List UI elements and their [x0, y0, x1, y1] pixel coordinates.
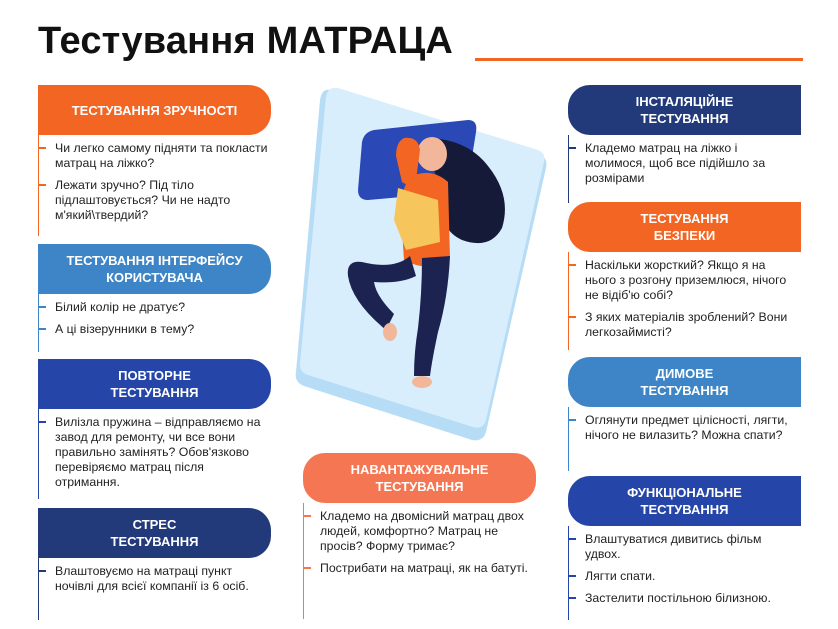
card-title: ДИМОВЕ ТЕСТУВАННЯ [640, 366, 729, 398]
card-body [568, 252, 799, 350]
card-body [38, 409, 269, 499]
card-security-testing [568, 202, 808, 350]
list-item: Влаштуватися дивитись фільм удвох. [569, 532, 799, 562]
bullet-icon [38, 570, 46, 572]
card-body [38, 135, 269, 236]
list-item: Лягти спати. [569, 569, 799, 584]
bullet-icon [568, 575, 576, 577]
card-body [303, 503, 536, 619]
bullet-icon [38, 306, 46, 308]
card-header [38, 244, 271, 294]
card-header [38, 359, 271, 409]
card-functional-testing [568, 476, 808, 620]
card-ui-testing [38, 244, 278, 352]
card-regression-testing [38, 359, 278, 499]
card-header [568, 476, 801, 526]
list-item: З яких матеріалів зроблений? Вони легкозаймисті? [569, 310, 799, 340]
card-body [568, 407, 799, 471]
bullet-icon [303, 515, 311, 517]
list-item: Кладемо матрац на ліжко і молимося, щоб все підійшло за розмірами [569, 141, 799, 186]
bullet-icon [38, 421, 46, 423]
list-item: Наскільки жорсткий? Якщо я на нього з розгону приземлюся, нічого не відіб'ю собі? [569, 258, 799, 303]
card-load-testing [303, 453, 541, 619]
bullet-icon [38, 147, 46, 149]
card-title: ТЕСТУВАННЯ ІНТЕРФЕЙСУ КОРИСТУВАЧА [66, 253, 243, 285]
list-item: Оглянути предмет цілісності, лягти, нічого не вилазить? Можна спати? [569, 413, 799, 443]
list-item: Лежати зручно? Під тіло підлаштовується? Чи не надто м'який\твердий? [39, 178, 269, 223]
card-title: НАВАНТАЖУВАЛЬНЕ ТЕСТУВАННЯ [350, 462, 489, 494]
card-smoke-testing [568, 357, 808, 471]
card-title: ФУНКЦІОНАЛЬНЕ ТЕСТУВАННЯ [627, 485, 742, 517]
card-header [568, 85, 801, 135]
card-installation-testing [568, 85, 808, 203]
foot [412, 376, 432, 388]
list-item: Вилізла пружина – відправляємо на завод для ремонту, чи все вони правильно замінять? Обов'язково перевіряємо матрац після отримання. [39, 415, 269, 490]
card-title: ПОВТОРНЕ ТЕСТУВАННЯ [110, 368, 199, 400]
card-stress-testing [38, 508, 278, 620]
face [417, 137, 447, 171]
card-header [568, 202, 801, 252]
bullet-icon [38, 184, 46, 186]
card-title: ІНСТАЛЯЦІЙНЕ ТЕСТУВАННЯ [635, 94, 734, 126]
foot-bent [383, 323, 397, 341]
bullet-icon [568, 264, 576, 266]
bullet-icon [303, 567, 311, 569]
card-body [568, 526, 799, 620]
list-item: А ці візерунники в тему? [39, 322, 269, 337]
bullet-icon [568, 538, 576, 540]
title-underline [475, 58, 803, 61]
card-header [568, 357, 801, 407]
list-item: Чи легко самому підняти та покласти матрац на ліжко? [39, 141, 269, 171]
list-item: Кладемо на двомісний матрац двох людей, комфортно? Матрац не просів? Форму тримає? [304, 509, 536, 554]
list-item: Білий колір не дратує? [39, 300, 269, 315]
card-usability-testing [38, 85, 278, 236]
card-header [38, 508, 271, 558]
card-header [38, 85, 271, 135]
bullet-icon [568, 597, 576, 599]
card-title: ТЕСТУВАННЯ ЗРУЧНОСТІ [71, 102, 238, 118]
bullet-icon [568, 147, 576, 149]
list-item: Пострибати на матраці, як на батуті. [304, 561, 536, 576]
bullet-icon [38, 328, 46, 330]
list-item: Застелити постільною білизною. [569, 591, 799, 606]
card-body [568, 135, 799, 203]
page-title: Тестування МАТРАЦА [38, 20, 454, 62]
card-title: СТРЕС ТЕСТУВАННЯ [110, 517, 199, 549]
bullet-icon [568, 419, 576, 421]
list-item: Влаштовуємо на матраці пункт ночівлі для всієї компанії із 6 осіб. [39, 564, 269, 594]
mattress-illustration [290, 70, 552, 450]
card-title: ТЕСТУВАННЯ БЕЗПЕКИ [640, 211, 729, 243]
card-header [303, 453, 536, 503]
card-body [38, 294, 269, 352]
card-body [38, 558, 269, 620]
bullet-icon [568, 316, 576, 318]
